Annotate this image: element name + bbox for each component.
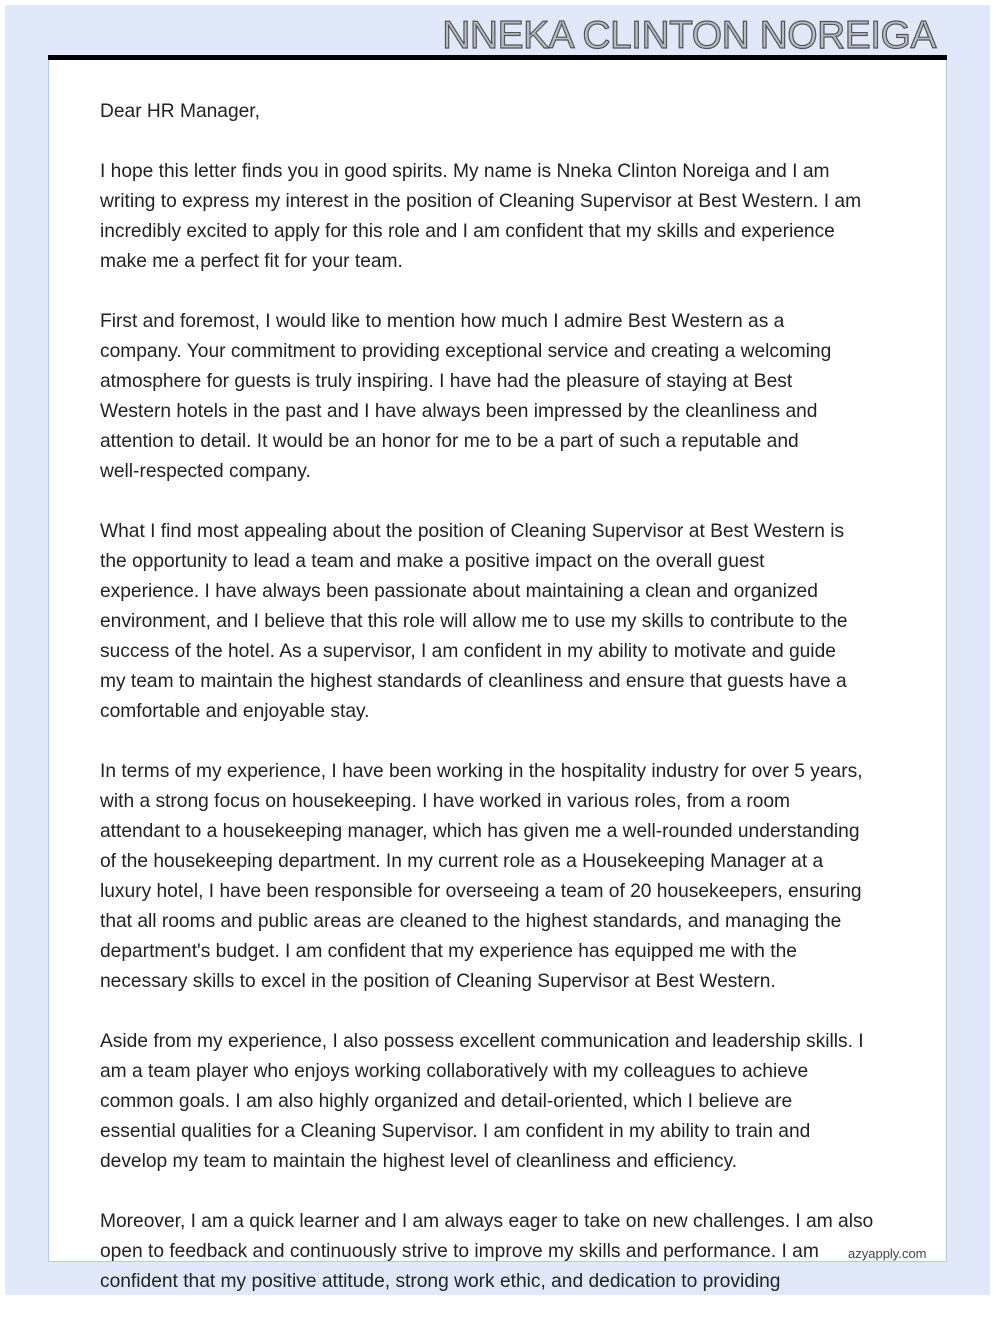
text-line: Dear HR Manager, — [100, 101, 260, 122]
letter-paragraph — [100, 1207, 920, 1297]
salutation — [100, 97, 920, 127]
text-line: with a strong focus on housekeeping. I have worked in various roles, from a room — [100, 791, 791, 812]
letter-paragraph — [100, 157, 920, 277]
text-line: the opportunity to lead a team and make a positive impact on the overall guest — [100, 551, 765, 572]
letter-paragraph — [100, 307, 920, 487]
text-line: atmosphere for guests is truly inspiring. I have had the pleasure of staying at Best — [100, 371, 793, 392]
text-line: Aside from my experience, I also possess excellent communication and leadership skills. I — [100, 1031, 864, 1052]
text-line: make me a perfect fit for your team. — [100, 251, 403, 272]
text-line: attention to detail. It would be an honor for me to be a part of such a reputable and — [100, 431, 799, 452]
text-line: of the housekeeping department. In my current role as a Housekeeping Manager at a — [100, 851, 824, 872]
letter-paragraph — [100, 757, 920, 997]
text-line: department's budget. I am confident that my experience has equipped me with the — [100, 941, 797, 962]
text-line: well-respected company. — [100, 461, 311, 482]
text-line: success of the hotel. As a supervisor, I am confident in my ability to motivate and guide — [100, 641, 836, 662]
letter-paragraph — [100, 517, 920, 727]
text-line: open to feedback and continuously strive to improve my skills and performance. I am — [100, 1241, 819, 1262]
text-line: attendant to a housekeeping manager, which has given me a well-rounded understanding — [100, 821, 860, 842]
text-line: that all rooms and public areas are cleaned to the highest standards, and managing the — [100, 911, 842, 932]
text-line: writing to express my interest in the position of Cleaning Supervisor at Best Western. I am — [100, 191, 862, 212]
text-line: What I find most appealing about the position of Cleaning Supervisor at Best Western is — [100, 521, 845, 542]
text-line: experience. I have always been passionate about maintaining a clean and organized — [100, 581, 818, 602]
watermark: azyapply.com — [848, 1246, 927, 1261]
text-line: In terms of my experience, I have been working in the hospitality industry for over 5 years, — [100, 761, 863, 782]
text-line: common goals. I am also highly organized and detail-oriented, which I believe are — [100, 1091, 793, 1112]
text-line: First and foremost, I would like to mention how much I admire Best Western as a — [100, 311, 785, 332]
applicant-name: NNEKA CLINTON NOREIGA — [442, 14, 936, 57]
text-line: develop my team to maintain the highest level of cleanliness and efficiency. — [100, 1151, 738, 1172]
text-line: incredibly excited to apply for this role and I am confident that my skills and experience — [100, 221, 835, 242]
text-line: necessary skills to excel in the position of Cleaning Supervisor at Best Western. — [100, 971, 776, 992]
text-line: am a team player who enjoys working collaboratively with my colleagues to achieve — [100, 1061, 809, 1082]
letter-body — [100, 97, 920, 1327]
text-line: environment, and I believe that this role will allow me to use my skills to contribute to the — [100, 611, 848, 632]
text-line: company. Your commitment to providing exceptional service and creating a welcoming — [100, 341, 832, 362]
text-line: my team to maintain the highest standards of cleanliness and ensure that guests have a — [100, 671, 847, 692]
text-line: luxury hotel, I have been responsible for overseeing a team of 20 housekeepers, ensuring — [100, 881, 862, 902]
text-line: comfortable and enjoyable stay. — [100, 701, 370, 722]
text-line: I hope this letter finds you in good spirits. My name is Nneka Clinton Noreiga and I am — [100, 161, 830, 182]
text-line: essential qualities for a Cleaning Supervisor. I am confident in my ability to train and — [100, 1121, 811, 1142]
text-line: confident that my positive attitude, strong work ethic, and dedication to providing — [100, 1271, 781, 1292]
text-line: Moreover, I am a quick learner and I am always eager to take on new challenges. I am also — [100, 1211, 874, 1232]
text-line: Western hotels in the past and I have always been impressed by the cleanliness and — [100, 401, 818, 422]
letter-paragraph — [100, 1027, 920, 1177]
